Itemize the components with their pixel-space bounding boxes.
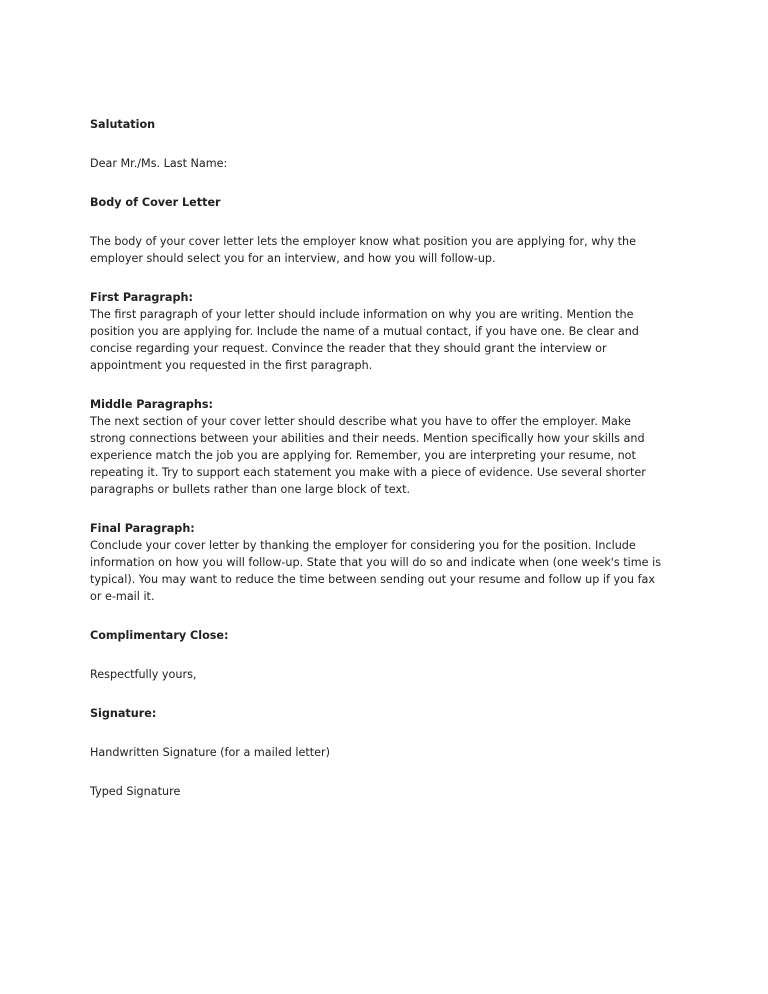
middle-paragraphs-heading: Middle Paragraphs: [90,398,213,411]
body-text [90,233,690,267]
signature-heading: Signature: [90,707,157,720]
final-paragraph-line: information on how you will follow-up. State that you will do so and indicate when (one week's time is [90,556,662,569]
body-text-line: The body of your cover letter lets the employer know what position you are applying for, why the [90,235,636,248]
final-paragraph-heading: Final Paragraph: [90,522,195,535]
first-paragraph-line: appointment you requested in the first paragraph. [90,359,373,372]
first-paragraph-line: concise regarding your request. Convince the reader that they should grant the interview or [90,342,607,355]
body-text-line: employer should select you for an interview, and how you will follow-up. [90,252,496,265]
final-paragraph-line: typical). You may want to reduce the time between sending out your resume and follow up if you fax [90,573,655,586]
typed-signature-text: Typed Signature [90,785,181,798]
final-paragraph-line: Conclude your cover letter by thanking the employer for considering you for the position. Include [90,539,636,552]
middle-paragraphs-line: experience match the job you are applying for. Remember, you are interpreting your resume, not [90,449,636,462]
middle-paragraphs-section [90,396,690,498]
final-paragraph-line: or e-mail it. [90,590,155,603]
salutation-text: Dear Mr./Ms. Last Name: [90,157,228,170]
middle-paragraphs-line: repeating it. Try to support each statement you make with a piece of evidence. Use several shorter [90,466,646,479]
first-paragraph-line: The first paragraph of your letter should include information on why you are writing. Mention the [90,308,634,321]
handwritten-signature-text: Handwritten Signature (for a mailed letter) [90,746,330,759]
body-heading: Body of Cover Letter [90,196,221,209]
complimentary-close-heading: Complimentary Close: [90,629,229,642]
final-paragraph-section [90,520,690,605]
complimentary-close-text: Respectfully yours, [90,668,197,681]
middle-paragraphs-line: strong connections between your abilities and their needs. Mention specifically how your skills and [90,432,645,445]
first-paragraph-section [90,289,690,374]
middle-paragraphs-line: paragraphs or bullets rather than one large block of text. [90,483,411,496]
salutation-heading: Salutation [90,118,156,131]
cover-letter-page [90,116,690,800]
first-paragraph-line: position you are applying for. Include the name of a mutual contact, if you have one. Be clear and [90,325,639,338]
middle-paragraphs-line: The next section of your cover letter should describe what you have to offer the employer. Make [90,415,631,428]
first-paragraph-heading: First Paragraph: [90,291,193,304]
